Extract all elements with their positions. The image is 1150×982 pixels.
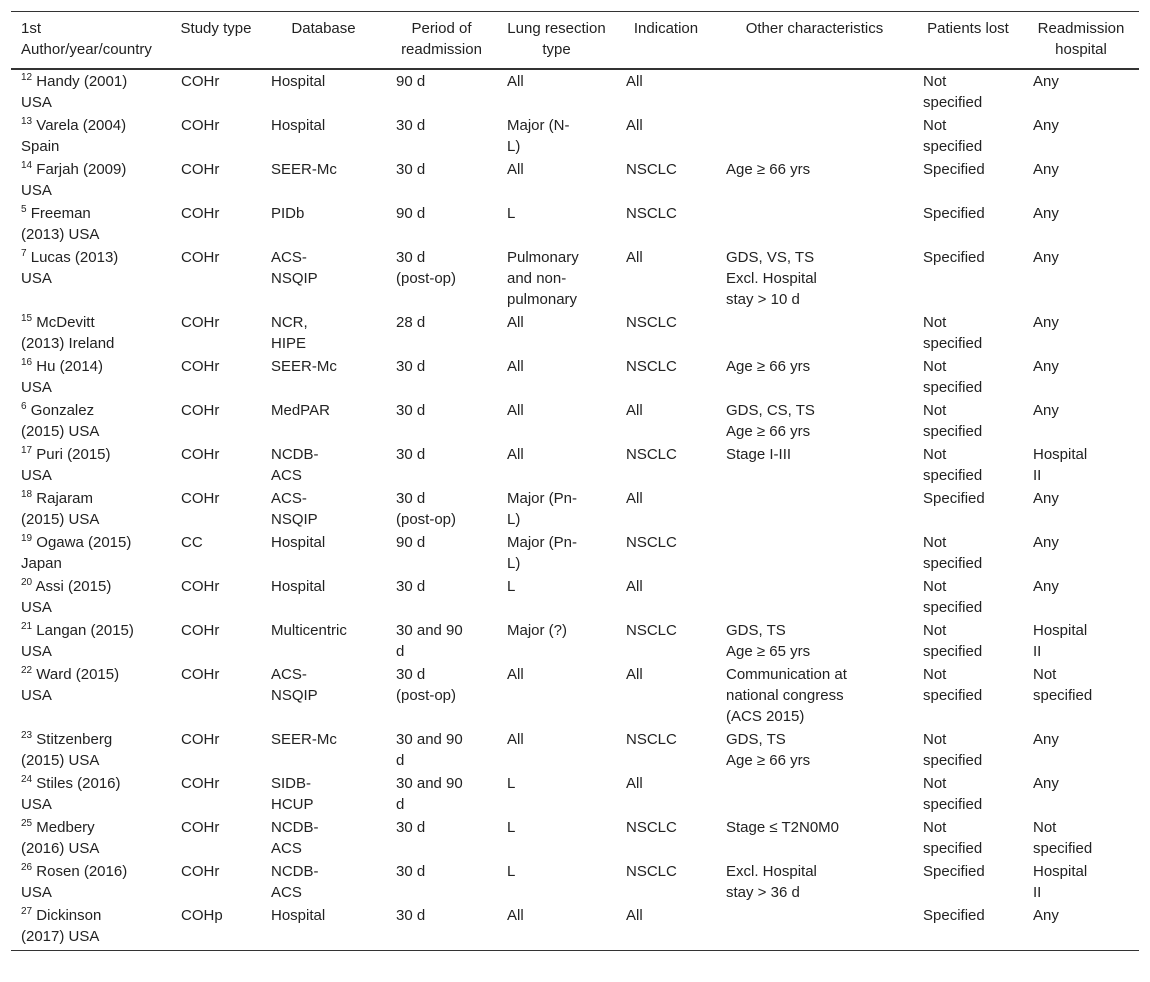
cell-other-characteristics (716, 311, 913, 355)
cell-readmission-hospital: Any (1033, 534, 1059, 551)
cell-readmission-hospital: Hospital II (1033, 622, 1088, 660)
cell-resection-type: L (507, 863, 516, 880)
table-row (11, 531, 1139, 575)
cell-readmission-hospital: Any (1033, 578, 1059, 595)
cell-resection-type: All (507, 402, 524, 419)
cell-other-characteristics: Communication at national congress (ACS 2015) (726, 666, 847, 725)
cell-other-characteristics: GDS, VS, TS Excl. Hospital stay > 10 d (726, 249, 817, 308)
reference-number: 13 (21, 116, 33, 127)
cell-readmission-hospital: Any (1033, 775, 1059, 792)
cell-patients-lost: Not specified (923, 819, 983, 857)
cell-indication: NSCLC (626, 446, 677, 463)
cell-other-characteristics (716, 575, 913, 619)
author-text: Medbery (2016) USA (21, 819, 100, 857)
reference-number: 26 (21, 862, 33, 873)
cell-resection-type: Major (?) (507, 622, 568, 639)
cell-period: 30 d (396, 819, 426, 836)
cell-readmission-hospital: Any (1033, 249, 1059, 266)
cell-readmission-hospital: Any (1033, 490, 1059, 507)
cell-other-characteristics: Excl. Hospital stay > 36 d (726, 863, 817, 901)
cell-patients-lost: Specified (923, 205, 985, 222)
table-row (11, 69, 1139, 114)
author-text: Stiles (2016) USA (21, 775, 121, 813)
cell-database: Hospital (271, 117, 326, 134)
cell-patients-lost: Not specified (923, 578, 983, 616)
cell-database: ACS- NSQIP (271, 249, 318, 287)
cell-readmission-hospital: Any (1033, 205, 1059, 222)
cell-indication: All (626, 249, 643, 266)
cell-other-characteristics (716, 772, 913, 816)
cell-resection-type: All (507, 358, 524, 375)
cell-study-type: COHr (181, 249, 220, 266)
cell-patients-lost: Not specified (923, 117, 983, 155)
reference-number: 20 (21, 577, 33, 588)
col-study-type: Study type (180, 20, 252, 37)
cell-readmission-hospital: Any (1033, 907, 1059, 924)
table-row (11, 246, 1139, 311)
reference-number: 7 (21, 248, 27, 259)
cell-other-characteristics: Age ≥ 66 yrs (726, 358, 811, 375)
cell-database: Multicentric (271, 622, 347, 639)
col-patients-lost: Patients lost (927, 20, 1009, 37)
author-text: Stitzenberg (2015) USA (21, 731, 113, 769)
cell-author (11, 114, 171, 158)
cell-author (11, 311, 171, 355)
cell-database: MedPAR (271, 402, 330, 419)
cell-readmission-hospital: Any (1033, 73, 1059, 90)
cell-study-type: COHr (181, 863, 220, 880)
cell-database: Hospital (271, 73, 326, 90)
cell-study-type: COHr (181, 666, 220, 683)
reference-number: 27 (21, 906, 33, 917)
cell-patients-lost: Not specified (923, 731, 983, 769)
cell-readmission-hospital: Any (1033, 402, 1059, 419)
author-text: Farjah (2009) USA (21, 161, 127, 199)
cell-resection-type: All (507, 731, 524, 748)
author-text: Lucas (2013) USA (21, 249, 119, 287)
cell-indication: NSCLC (626, 534, 677, 551)
table-row (11, 158, 1139, 202)
table-row (11, 904, 1139, 951)
table-row (11, 816, 1139, 860)
cell-indication: NSCLC (626, 358, 677, 375)
header-row (11, 12, 1139, 70)
cell-indication: NSCLC (626, 622, 677, 639)
cell-patients-lost: Specified (923, 907, 985, 924)
cell-other-characteristics (716, 202, 913, 246)
table-row (11, 860, 1139, 904)
cell-indication: NSCLC (626, 205, 677, 222)
cell-other-characteristics: GDS, TS Age ≥ 65 yrs (726, 622, 811, 660)
author-text: Rosen (2016) USA (21, 863, 128, 901)
cell-study-type: COHr (181, 205, 220, 222)
cell-patients-lost: Not specified (923, 666, 983, 704)
cell-other-characteristics (716, 487, 913, 531)
author-text: Handy (2001) USA (21, 73, 128, 111)
reference-number: 5 (21, 204, 27, 215)
cell-period: 28 d (396, 314, 426, 331)
cell-other-characteristics (716, 904, 913, 951)
cell-period: 30 d (396, 863, 426, 880)
cell-other-characteristics: Stage ≤ T2N0M0 (726, 819, 840, 836)
author-text: Gonzalez (2015) USA (21, 402, 100, 440)
cell-patients-lost: Not specified (923, 534, 983, 572)
cell-other-characteristics: GDS, CS, TS Age ≥ 66 yrs (726, 402, 815, 440)
reference-number: 17 (21, 445, 33, 456)
cell-patients-lost: Specified (923, 863, 985, 880)
cell-period: 30 d (396, 578, 426, 595)
table-row (11, 728, 1139, 772)
reference-number: 6 (21, 401, 27, 412)
table-row (11, 575, 1139, 619)
cell-resection-type: Pulmonary and non- pulmonary (507, 249, 579, 308)
cell-study-type: COHr (181, 446, 220, 463)
cell-resection-type: Major (Pn- L) (507, 534, 578, 572)
cell-resection-type: All (507, 314, 524, 331)
reference-number: 15 (21, 313, 33, 324)
cell-study-type: COHr (181, 117, 220, 134)
cell-period: 90 d (396, 534, 426, 551)
cell-resection-type: L (507, 205, 516, 222)
studies-table (11, 11, 1139, 951)
cell-database: ACS- NSQIP (271, 666, 318, 704)
cell-author (11, 772, 171, 816)
table-row (11, 663, 1139, 728)
cell-database: NCDB- ACS (271, 863, 319, 901)
cell-period: 90 d (396, 73, 426, 90)
cell-study-type: COHp (181, 907, 223, 924)
cell-period: 30 d (396, 446, 426, 463)
cell-author (11, 246, 171, 311)
cell-author (11, 355, 171, 399)
cell-database: SIDB- HCUP (271, 775, 314, 813)
author-text: Hu (2014) USA (21, 358, 103, 396)
cell-period: 30 d (post-op) (396, 490, 457, 528)
cell-patients-lost: Specified (923, 490, 985, 507)
cell-study-type: COHr (181, 402, 220, 419)
cell-other-characteristics (716, 531, 913, 575)
cell-author (11, 728, 171, 772)
cell-resection-type: L (507, 775, 516, 792)
table-row (11, 487, 1139, 531)
col-period: Period of readmission (401, 20, 482, 58)
cell-study-type: COHr (181, 73, 220, 90)
cell-indication: All (626, 73, 643, 90)
cell-study-type: COHr (181, 161, 220, 178)
cell-indication: All (626, 490, 643, 507)
table-row (11, 772, 1139, 816)
cell-author (11, 860, 171, 904)
cell-database: SEER-Mc (271, 731, 337, 748)
cell-author (11, 487, 171, 531)
cell-resection-type: All (507, 666, 524, 683)
cell-database: SEER-Mc (271, 358, 337, 375)
cell-readmission-hospital: Not specified (1033, 666, 1093, 704)
cell-database: NCDB- ACS (271, 819, 319, 857)
cell-readmission-hospital: Any (1033, 314, 1059, 331)
cell-study-type: COHr (181, 578, 220, 595)
cell-database: NCR, HIPE (271, 314, 308, 352)
cell-period: 30 and 90 d (396, 731, 463, 769)
cell-resection-type: Major (Pn- L) (507, 490, 578, 528)
cell-patients-lost: Not specified (923, 402, 983, 440)
table-row (11, 202, 1139, 246)
cell-author (11, 663, 171, 728)
reference-number: 19 (21, 533, 33, 544)
cell-study-type: COHr (181, 314, 220, 331)
author-text: Ogawa (2015) Japan (21, 534, 132, 572)
cell-patients-lost: Specified (923, 249, 985, 266)
cell-resection-type: Major (N- L) (507, 117, 570, 155)
cell-period: 30 d (396, 117, 426, 134)
cell-study-type: COHr (181, 731, 220, 748)
cell-indication: All (626, 117, 643, 134)
cell-author (11, 399, 171, 443)
col-other-characteristics: Other characteristics (745, 20, 884, 37)
col-readmission-hospital: Readmission hospital (1037, 20, 1125, 58)
cell-patients-lost: Not specified (923, 358, 983, 396)
cell-patients-lost: Not specified (923, 446, 983, 484)
cell-other-characteristics: GDS, TS Age ≥ 66 yrs (726, 731, 811, 769)
author-text: Assi (2015) USA (21, 578, 112, 616)
cell-period: 30 d (post-op) (396, 666, 457, 704)
cell-author (11, 69, 171, 114)
cell-study-type: COHr (181, 358, 220, 375)
table-row (11, 355, 1139, 399)
cell-database: ACS- NSQIP (271, 490, 318, 528)
cell-patients-lost: Specified (923, 161, 985, 178)
cell-author (11, 531, 171, 575)
cell-readmission-hospital: Not specified (1033, 819, 1093, 857)
cell-patients-lost: Not specified (923, 775, 983, 813)
cell-patients-lost: Not specified (923, 622, 983, 660)
cell-period: 30 d (396, 402, 426, 419)
reference-number: 16 (21, 357, 33, 368)
reference-number: 12 (21, 72, 33, 83)
cell-other-characteristics (716, 69, 913, 114)
cell-other-characteristics: Stage I-III (726, 446, 792, 463)
cell-patients-lost: Not specified (923, 73, 983, 111)
cell-period: 30 and 90 d (396, 622, 463, 660)
cell-resection-type: All (507, 73, 524, 90)
cell-period: 30 d (post-op) (396, 249, 457, 287)
reference-number: 18 (21, 489, 33, 500)
col-author: 1st Author/year/country (21, 20, 152, 58)
author-text: Varela (2004) Spain (21, 117, 127, 155)
cell-database: Hospital (271, 534, 326, 551)
cell-readmission-hospital: Hospital II (1033, 446, 1088, 484)
reference-number: 24 (21, 774, 33, 785)
cell-resection-type: All (507, 161, 524, 178)
cell-study-type: COHr (181, 490, 220, 507)
table-row (11, 619, 1139, 663)
reference-number: 23 (21, 730, 33, 741)
cell-indication: NSCLC (626, 731, 677, 748)
reference-number: 22 (21, 665, 33, 676)
cell-indication: NSCLC (626, 161, 677, 178)
cell-indication: All (626, 666, 643, 683)
cell-readmission-hospital: Any (1033, 731, 1059, 748)
cell-author (11, 575, 171, 619)
cell-study-type: CC (181, 534, 203, 551)
author-text: McDevitt (2013) Ireland (21, 314, 115, 352)
cell-other-characteristics: Age ≥ 66 yrs (726, 161, 811, 178)
reference-number: 25 (21, 818, 33, 829)
reference-number: 14 (21, 160, 33, 171)
col-indication: Indication (633, 20, 699, 37)
cell-resection-type: L (507, 819, 516, 836)
cell-period: 90 d (396, 205, 426, 222)
cell-indication: NSCLC (626, 863, 677, 880)
cell-database: PIDb (271, 205, 305, 222)
cell-resection-type: L (507, 578, 516, 595)
table-row (11, 311, 1139, 355)
cell-database: Hospital (271, 907, 326, 924)
table-row (11, 114, 1139, 158)
cell-indication: NSCLC (626, 819, 677, 836)
cell-author (11, 443, 171, 487)
col-resection-type: Lung resection type (507, 20, 606, 58)
cell-author (11, 158, 171, 202)
cell-study-type: COHr (181, 819, 220, 836)
author-text: Rajaram (2015) USA (21, 490, 100, 528)
col-database: Database (291, 20, 356, 37)
cell-period: 30 and 90 d (396, 775, 463, 813)
cell-indication: All (626, 775, 643, 792)
cell-indication: All (626, 907, 643, 924)
table-body (11, 69, 1139, 951)
table-row (11, 443, 1139, 487)
cell-readmission-hospital: Hospital II (1033, 863, 1088, 901)
author-text: Ward (2015) USA (21, 666, 120, 704)
cell-author (11, 202, 171, 246)
author-text: Puri (2015) USA (21, 446, 111, 484)
reference-number: 21 (21, 621, 33, 632)
cell-readmission-hospital: Any (1033, 358, 1059, 375)
cell-database: NCDB- ACS (271, 446, 319, 484)
cell-author (11, 904, 171, 951)
cell-author (11, 619, 171, 663)
table-row (11, 399, 1139, 443)
cell-database: Hospital (271, 578, 326, 595)
cell-database: SEER-Mc (271, 161, 337, 178)
cell-author (11, 816, 171, 860)
cell-study-type: COHr (181, 622, 220, 639)
cell-resection-type: All (507, 446, 524, 463)
cell-period: 30 d (396, 358, 426, 375)
cell-other-characteristics (716, 114, 913, 158)
cell-study-type: COHr (181, 775, 220, 792)
cell-indication: All (626, 402, 643, 419)
author-text: Dickinson (2017) USA (21, 907, 102, 945)
cell-indication: All (626, 578, 643, 595)
cell-resection-type: All (507, 907, 524, 924)
cell-indication: NSCLC (626, 314, 677, 331)
author-text: Freeman (2013) USA (21, 205, 100, 243)
cell-readmission-hospital: Any (1033, 117, 1059, 134)
cell-period: 30 d (396, 907, 426, 924)
cell-period: 30 d (396, 161, 426, 178)
cell-patients-lost: Not specified (923, 314, 983, 352)
cell-readmission-hospital: Any (1033, 161, 1059, 178)
author-text: Langan (2015) USA (21, 622, 134, 660)
